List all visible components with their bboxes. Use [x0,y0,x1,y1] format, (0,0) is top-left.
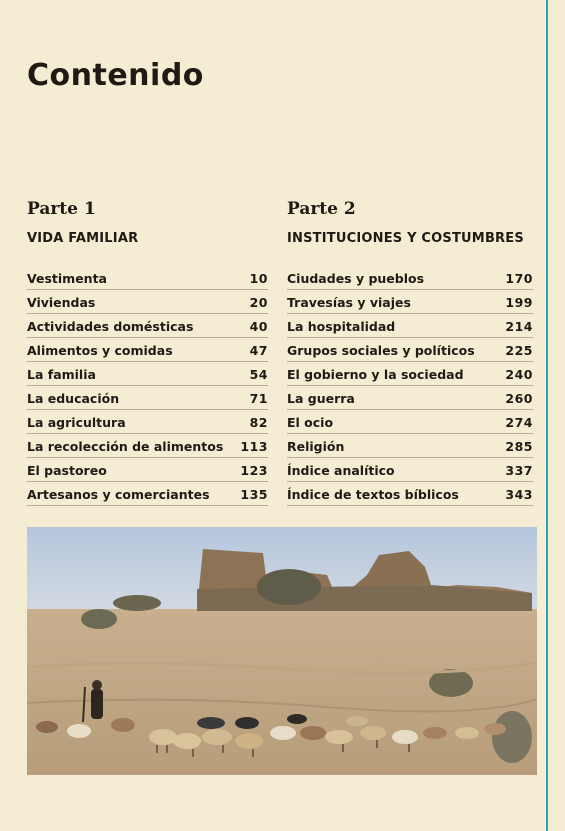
toc-entry[interactable] [27,315,268,338]
toc-entry-page: 240 [505,366,533,382]
part2-title: Parte 2 [287,199,356,219]
part2-toc-list [287,267,533,506]
part1-column [27,196,268,507]
toc-entry[interactable] [27,435,268,458]
toc-entry-page: 82 [249,414,268,430]
toc-entry-page: 54 [249,366,268,382]
toc-entry[interactable] [287,459,533,482]
toc-entry[interactable] [287,363,533,386]
toc-entry[interactable] [287,267,533,290]
part1-title: Parte 1 [27,199,96,219]
toc-entry-label: Alimentos y comidas [27,342,173,358]
part2-subtitle: INSTITUCIONES Y COSTUMBRES [287,231,524,246]
toc-entry-page: 47 [249,342,268,358]
toc-entry-page: 135 [240,486,268,502]
toc-entry[interactable] [27,291,268,314]
toc-entry-page: 274 [505,414,533,430]
toc-entry[interactable] [27,411,268,434]
toc-entry[interactable] [287,339,533,362]
toc-entry-label: Índice de textos bíblicos [287,486,459,502]
spine-edge-line [546,0,548,831]
toc-entry-page: 71 [249,390,268,406]
toc-entry-label: La recolección de alimentos [27,438,224,454]
toc-entry-label: La educación [27,390,120,406]
toc-entry[interactable] [287,387,533,410]
toc-entry-label: Viviendas [27,294,96,310]
part1-toc-list [27,267,268,506]
toc-entry-label: La familia [27,366,96,382]
toc-entry[interactable] [27,459,268,482]
toc-entry-page: 199 [505,294,533,310]
toc-entry-page: 214 [505,318,533,334]
toc-entry-page: 285 [505,438,533,454]
toc-entry-page: 10 [249,270,268,286]
toc-entry[interactable] [27,267,268,290]
toc-entry[interactable] [27,339,268,362]
toc-entry-page: 20 [249,294,268,310]
toc-entry[interactable] [27,387,268,410]
toc-entry-label: Artesanos y comerciantes [27,486,210,502]
photo-illustration [27,527,537,775]
toc-entry-label: La agricultura [27,414,126,430]
toc-entry-label: Ciudades y pueblos [287,270,425,286]
toc-entry[interactable] [287,291,533,314]
toc-entry-label: La hospitalidad [287,318,396,334]
part2-column [287,196,533,507]
toc-entry-page: 337 [505,462,533,478]
part1-subtitle: VIDA FAMILIAR [27,231,139,246]
toc-entry[interactable] [287,315,533,338]
toc-entry-label: Travesías y viajes [287,294,411,310]
toc-entry[interactable] [27,363,268,386]
toc-entry-label: El gobierno y la sociedad [287,366,464,382]
toc-entry[interactable] [287,435,533,458]
toc-entry-page: 260 [505,390,533,406]
toc-entry-page: 123 [240,462,268,478]
toc-entry-label: Vestimenta [27,270,107,286]
toc-entry-label: El pastoreo [27,462,107,478]
toc-entry[interactable] [27,483,268,506]
toc-entry-label: Religión [287,438,345,454]
toc-entry-page: 113 [240,438,268,454]
toc-entry[interactable] [287,483,533,506]
toc-entry-page: 343 [505,486,533,502]
toc-entry-label: Índice analítico [287,462,395,478]
toc-entry-label: El ocio [287,414,334,430]
toc-entry[interactable] [287,411,533,434]
toc-entry-page: 170 [505,270,533,286]
toc-entry-page: 225 [505,342,533,358]
toc-entry-label: Actividades domésticas [27,318,194,334]
toc-entry-label: La guerra [287,390,355,406]
page-title: Contenido [27,58,204,94]
desert-shepherd-photo [27,527,537,775]
toc-entry-label: Grupos sociales y políticos [287,342,475,358]
toc-entry-page: 40 [249,318,268,334]
